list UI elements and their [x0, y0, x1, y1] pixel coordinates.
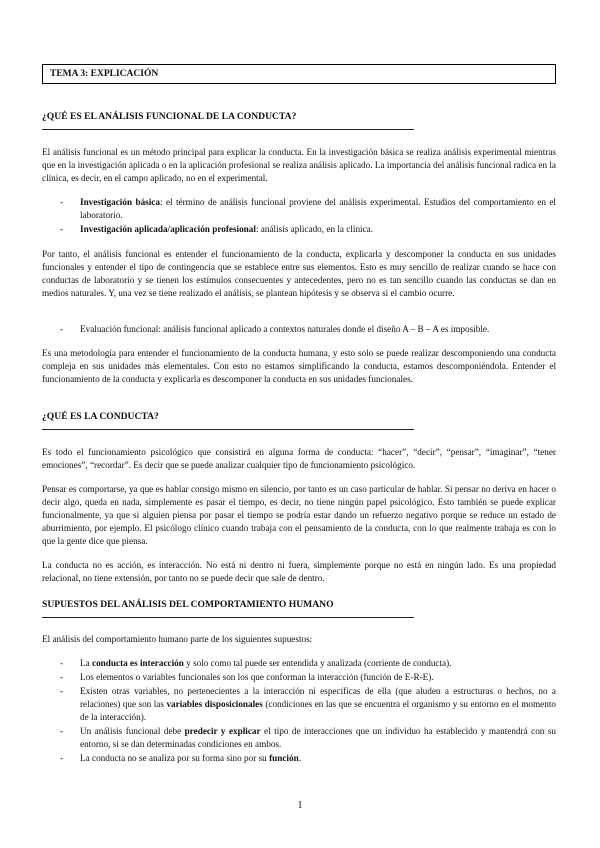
section-heading-conducta: ¿QUÉ ES LA CONDUCTA?: [42, 411, 159, 422]
list-marker: -: [60, 686, 64, 696]
list-item-text: Existen otras variables, no pertenecientes a la interacción ni específicas de ella (que aluden a estructuras o hechos, no a relaciones) que son las: [80, 686, 556, 709]
list-item: [60, 196, 556, 222]
list-marker: -: [60, 672, 64, 682]
paragraph: El análisis funcional es un método principal para explicar la conducta. En la investigación básica se realiza análisis experimental mientras que en la investigación aplicada o en la aplicación profesional se realiza análisis aplicado. La importancia del análisis funcional radica en la clínica, es decir, en el campo aplicado, no en el experimental.: [42, 147, 556, 183]
list-item-text: : el término de análisis funcional proviene del análisis experimental. Estudios del comportamiento en el laboratorio.: [80, 197, 556, 220]
list-marker: -: [60, 324, 64, 334]
list-item-text: y solo como tal puede ser entendida y analizada (corriente de conducta).: [183, 658, 452, 668]
paragraph: Pensar es comportarse, ya que es hablar consigo mismo en silencio, por tanto es un caso particular de hablar. Si pensar no deriva en hacer o decir algo, queda en nada, simplemente es pasar el tiempo, es decir, no tiene ningún papel psicológico. Esto también se puede explicar funcionalmente, ya que si alguien piensa por pasar el tiempo se podría estar dando un refuerzo negativo porque se reduce un estado de aburrimiento, por ejemplo. El psicólogo clínico cuando trabaja con el pensamiento de la conducta, con lo que realmente trabaja es con lo que la gente dice que piensa.: [42, 484, 556, 546]
list-item-text: (condiciones en las que se encuentra el organismo y su entorno en el momento de la interacción).: [80, 699, 556, 722]
list-item-text: el tipo de interacciones que un individuo ha establecido y mantendrá con su entorno, si se dan determinadas condiciones en ambos.: [80, 726, 557, 749]
list-item-text: La: [80, 658, 92, 668]
paragraph: La conducta no es acción, es interacción. No está ni dentro ni fuera, simplemente porque no está en ningún lado. Es una propiedad relacional, no tiene extensión, por tanto no se puede decir que sale de dentro.: [42, 560, 556, 583]
list-item: [60, 657, 556, 670]
list-item: [60, 752, 556, 765]
paragraph: Por tanto, el análisis funcional es entender el funcionamiento de la conducta, explicarla y descomponer la conducta en sus unidades funcionales y entender el tipo de contingencia que se establece entre sus elementos. Esto es muy sencillo de realizar cuando se hace con conductas de laboratorio y se tienen los estímulos consecuentes y antecedentes, pero no es tan sencillo cuando las conductas se dan en medios naturales. Y, una vez se tiene realizado el análisis, se plantean hipótesis y se observa si el cambio ocurre.: [42, 249, 556, 298]
heading-rule: [42, 617, 414, 618]
list-marker: -: [60, 658, 64, 668]
section-heading-analisis-funcional: ¿QUÉ ES EL ANÁLISIS FUNCIONAL DE LA CONDUCTA?: [42, 111, 297, 122]
section-heading-supuestos: SUPUESTOS DEL ANÁLISIS DEL COMPORTAMIENTO HUMANO: [42, 599, 334, 610]
list-item-text: Un análisis funcional debe: [80, 726, 185, 736]
list-item-term: función: [269, 753, 299, 763]
heading-rule: [42, 129, 414, 130]
list-item: [60, 685, 556, 724]
list-item: [60, 671, 556, 684]
list-item-text: Los elementos o variables funcionales son los que conforman la interacción (función de E-R-E).: [80, 672, 434, 682]
list-item-text: La conducta no se analiza por su forma sino por su: [80, 753, 270, 763]
list-item-term: Investigación aplicada/aplicación profesional: [80, 224, 256, 234]
list-item-text: : análisis aplicado, en la clínica.: [255, 224, 374, 234]
paragraph: Es una metodología para entender el funcionamiento de la conducta humana, y esto solo se puede realizar descomponiendo una conducta compleja en sus unidades más elementales. Con esto no estamos simplificando la conducta, estamos descomponiéndola. Entender el funcionamiento de la conducta y explicarla es descomponer la conducta en sus unidades funcionales.: [42, 348, 556, 384]
page-number: 1: [297, 800, 303, 811]
paragraph: Es todo el funcionamiento psicológico que consistirá en alguna forma de conducta: “hacer”, “decir”, “pensar”, “imaginar”, “tener emociones”, “recordar”. Es decir que se puede analizar cualquier tipo de funcionamiento psicológico.: [42, 447, 556, 470]
list-item: [60, 223, 556, 236]
list-item: [60, 725, 556, 751]
list-marker: -: [60, 753, 64, 763]
list-item: [60, 323, 556, 336]
list-item-term: variables disposicionales: [166, 699, 263, 709]
page-title: TEMA 3: EXPLICACIÓN: [50, 69, 159, 79]
title-box: [42, 64, 556, 84]
list-item-term: Investigación básica: [80, 197, 160, 207]
paragraph: El análisis del comportamiento humano parte de los siguientes supuestos:: [42, 634, 313, 644]
list-item-text: .: [298, 753, 301, 763]
list-marker: -: [60, 197, 64, 207]
list-marker: -: [60, 224, 64, 234]
heading-rule: [42, 429, 414, 430]
list-item-term: predecir y explicar: [184, 726, 261, 736]
list-item-term: conducta es interacción: [92, 658, 184, 668]
list-item-text: Evaluación funcional: análisis funcional aplicado a contextos naturales donde el diseño A – B – A es imposible.: [80, 324, 490, 334]
list-marker: -: [60, 726, 64, 736]
